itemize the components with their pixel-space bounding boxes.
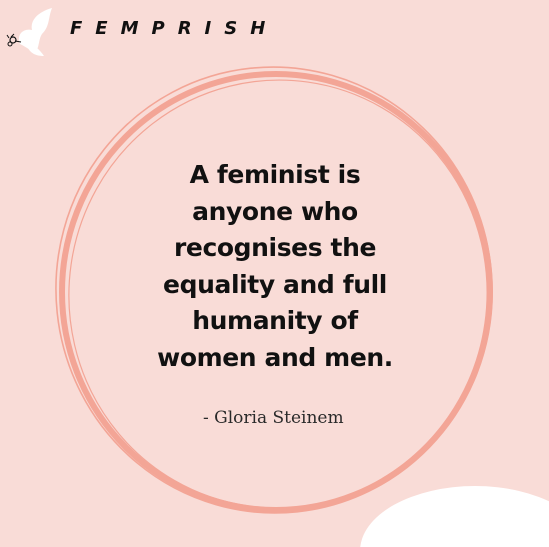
quote-text: A feminist is anyone who recognises the equality and full humanity of women and men.: [157, 160, 393, 372]
brand-name: FEMPRISH: [70, 18, 279, 39]
quote-attribution: - Gloria Steinem: [203, 408, 344, 428]
dove-logo-icon: [4, 4, 62, 58]
